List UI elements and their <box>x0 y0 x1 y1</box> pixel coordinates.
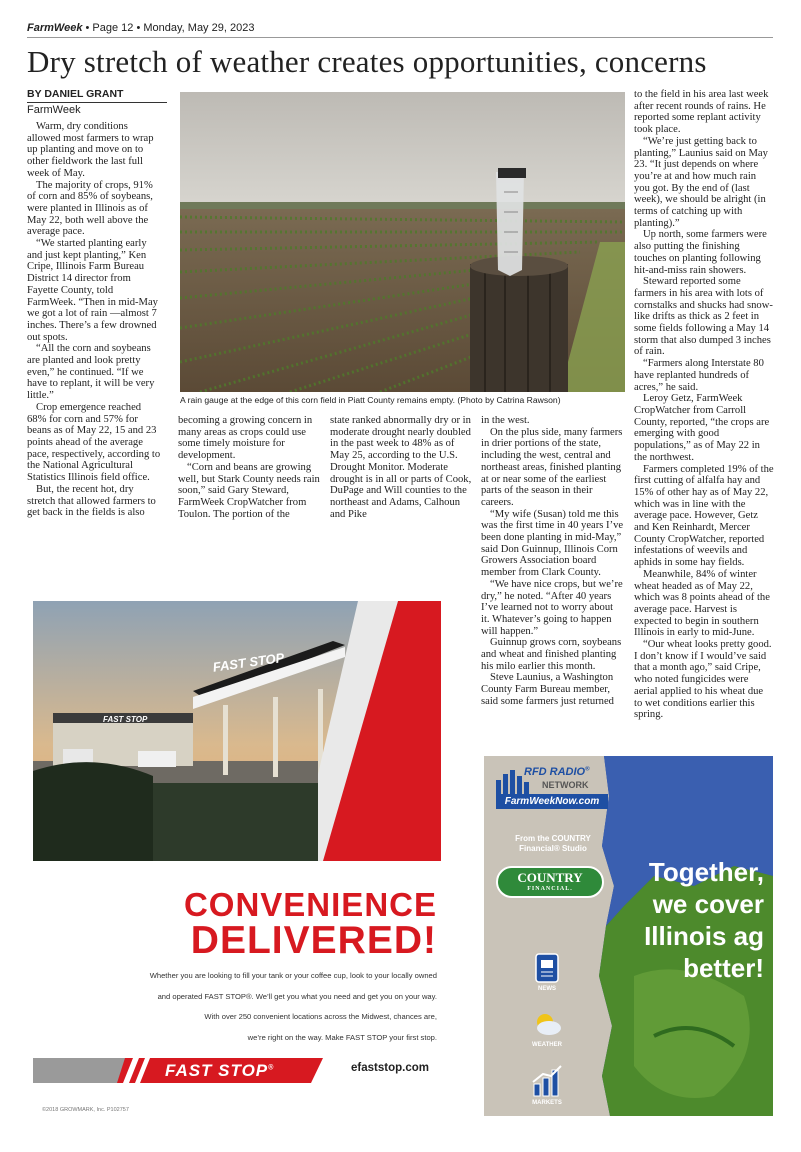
markets-label: MARKETS <box>532 1100 562 1106</box>
tagline-line: Illinois ag <box>644 921 764 951</box>
ad-fine-print: ©2018 GROWMARK, Inc. P102757 <box>42 1107 129 1113</box>
studio-line: Financial® Studio <box>519 844 587 853</box>
ad-body-line: Whether you are looking to fill your tank or your coffee cup, look to your locally owned <box>149 971 437 980</box>
country-sub: FINANCIAL. <box>527 886 573 892</box>
paragraph: “All the corn and soybeans are planted and look pretty even,” he continued. “If we have to replant, it will be very little.” <box>27 343 155 402</box>
paragraph: “We have nice crops, but we’re dry,” he noted. “After 40 years I’ve learned not to worry about it. Whatever’s going to happen will happen.” <box>481 578 623 637</box>
paragraph: The majority of crops, 91% of corn and 85% of soybeans, were planted in Illinois as of May 22, both well above the average pace. <box>27 179 153 238</box>
corn-field-illustration <box>180 92 625 392</box>
logo-registered-mark: ® <box>268 1064 275 1072</box>
paragraph: “We started planting early and just kept planting,” Ken Cripe, Illinois Farm Bureau District 14 director from Fayette County, told FarmWeek. “Then in mid-May we got a lot of rain —almost 7 inches. There’s a few drowned out spots. <box>27 238 158 343</box>
ad-url-link[interactable]: efaststop.com <box>351 1062 429 1074</box>
article-column-5 <box>634 89 774 721</box>
studio-line: From the COUNTRY <box>515 834 591 843</box>
ad-body-line: and operated FAST STOP®. We’ll get you what you need and get you on your way. <box>157 991 437 1001</box>
paragraph: Leroy Getz, FarmWeek CropWatcher from Carroll County, reported, “the crops are emerging with good populations,” as of May 22 in the northwest. <box>634 393 770 463</box>
canopy-sign: FAST STOP <box>211 649 286 675</box>
markets-icon <box>531 1064 563 1098</box>
paragraph: in the west. <box>481 415 530 426</box>
paragraph: Warm, dry conditions allowed most farmers to wrap up planting and move on to other fieldwork the last full week of May. <box>27 121 154 179</box>
rfd-tagline <box>624 856 764 984</box>
paragraph: becoming a growing concern in many areas as crops could use some timely moisture for development. <box>178 415 313 462</box>
rfd-radio-logo <box>496 766 608 826</box>
page-header <box>27 22 773 34</box>
news-icon <box>532 952 562 984</box>
header-rule <box>27 37 773 38</box>
rfd-brand <box>524 766 590 778</box>
fast-stop-ad[interactable] <box>33 548 441 1088</box>
tagline-line: better! <box>683 953 764 983</box>
article-column-1 <box>27 121 161 519</box>
ad-body <box>33 966 437 1048</box>
country-financial-logo <box>496 866 604 898</box>
article-column-4 <box>481 415 624 708</box>
weather-icon <box>531 1008 563 1040</box>
publication-name: FarmWeek <box>27 22 83 34</box>
paragraph: On the plus side, many farmers in drier portions of the state, including the west, central and northeast areas, finished planting at or near some of the earliest parts of the season in their careers. <box>481 426 623 508</box>
paragraph: “Farmers along Interstate 80 have replanted hundreds of acres,” he said. <box>634 358 764 393</box>
byline: BY DANIEL GRANT <box>27 88 167 103</box>
logo-text <box>165 1061 274 1081</box>
rfd-brand-name: RFD RADIO <box>524 766 586 778</box>
country-name: COUNTRY <box>517 870 583 885</box>
rfd-registered-mark: ® <box>585 766 590 773</box>
ad-headline-line-2: DELIVERED! <box>190 919 437 962</box>
rfd-network: NETWORK <box>542 780 589 790</box>
ad-body-line: With over 250 convenient locations across the Midwest, chances are, <box>204 1012 437 1021</box>
logo-name: FAST STOP <box>165 1061 269 1080</box>
ad-body-line: we’re right on the way. Make FAST STOP your first stop. <box>247 1032 437 1042</box>
markets-feature <box>522 1064 572 1106</box>
paragraph: “My wife (Susan) told me this was the first time in 40 years I’ve been done planting in mid-May,” said Don Guinnup, Illinois Corn Growers Association board member from Clark County. <box>481 508 624 579</box>
paragraph: Meanwhile, 84% of winter wheat headed as of May 22, which was 8 points ahead of the average pace. Harvest is expected to begin in southern Illinois in early to mid-June. <box>634 568 770 639</box>
paragraph: Guinnup grows corn, soybeans and wheat and finished planting his milo earlier this month. <box>481 637 622 672</box>
fast-stop-logo[interactable] <box>33 1058 323 1083</box>
paragraph: Steward reported some farmers in his area with lots of cornstalks and shucks had snow-like drifts as thick as 2 feet in some fields following a May 14 storm that also dumped 3 inches of rain. <box>634 276 773 358</box>
paragraph: to the field in his area last week after recent rounds of rains. He reported some replant activity took place. <box>634 89 769 136</box>
paragraph: state ranked abnormally dry or in moderate drought nearly doubled in the past week to 48% as of May 25, according to the U.S. Drought Monitor. Moderate drought is in all or parts of Cook, DuPage and Will counties to the northeast and Adams, Calhoun and Pike <box>330 415 472 520</box>
page-info: • Page 12 • Monday, May 29, 2023 <box>82 22 255 34</box>
red-stripe-graphic <box>318 601 441 861</box>
byline-outlet: FarmWeek <box>27 104 81 116</box>
tagline-line: we cover <box>652 889 764 919</box>
rfd-radio-ad[interactable] <box>484 756 773 1116</box>
photo-caption: A rain gauge at the edge of this corn field in Piatt County remains empty. (Photo by Catrina Rawson) <box>180 395 561 405</box>
tagline-line: Together, <box>648 857 764 887</box>
article-column-3 <box>330 415 473 520</box>
news-label: NEWS <box>538 986 556 992</box>
paragraph: Farmers completed 19% of the first cutting of alfalfa hay and 15% of other hay as of May 22, which was in line with the average pace. However, Getz and Ken Reinhardt, Mercer County CropWatcher, reported infestations of weevils and aphids in some hay fields. <box>634 463 774 569</box>
weather-label: WEATHER <box>532 1042 562 1048</box>
store-sign: FAST STOP <box>103 715 148 724</box>
rfd-site[interactable]: FarmWeekNow.com <box>496 794 608 809</box>
paragraph: Steve Launius, a Washington County Farm Bureau member, said some farmers just returned <box>481 672 614 707</box>
paragraph: “Corn and beans are growing well, but Stark County needs rain soon,” said Gary Steward, FarmWeek CropWatcher from Toulon. The portion of the <box>178 461 320 520</box>
paragraph: Up north, some farmers were also putting the finishing touches on planting following hit-and-miss rain showers. <box>634 229 767 276</box>
paragraph: “We’re just getting back to planting,” Launius said on May 23. “It just depends on where you’re at and how much rain you got. By the end of (last week), we should be alright (in terms of catching up with planting).” <box>634 135 768 229</box>
ad-headline <box>33 888 437 960</box>
paragraph: Crop emergence reached 68% for corn and 57% for beans as of May 22, 15 and 23 points ahead of the average pace, respectively, according to the National Agricultural Statistics Illinois field office. <box>27 401 161 484</box>
weather-feature <box>522 1008 572 1048</box>
article-column-2 <box>178 415 321 520</box>
paragraph: But, the recent hot, dry stretch that allowed farmers to get back in the fields is also <box>27 483 156 519</box>
ad-headline-line-1: CONVENIENCE <box>183 886 437 923</box>
rain-gauge-photo <box>180 92 625 392</box>
headline: Dry stretch of weather creates opportunities, concerns <box>27 44 707 79</box>
studio-text <box>490 834 616 854</box>
news-feature <box>522 952 572 992</box>
paragraph: “Our wheat looks pretty good. I don’t know if I would’ve said that a month ago,” said Cripe, who noted fungicides were aerial applied to his wheat due to wet conditions earlier this spring. <box>634 639 772 721</box>
